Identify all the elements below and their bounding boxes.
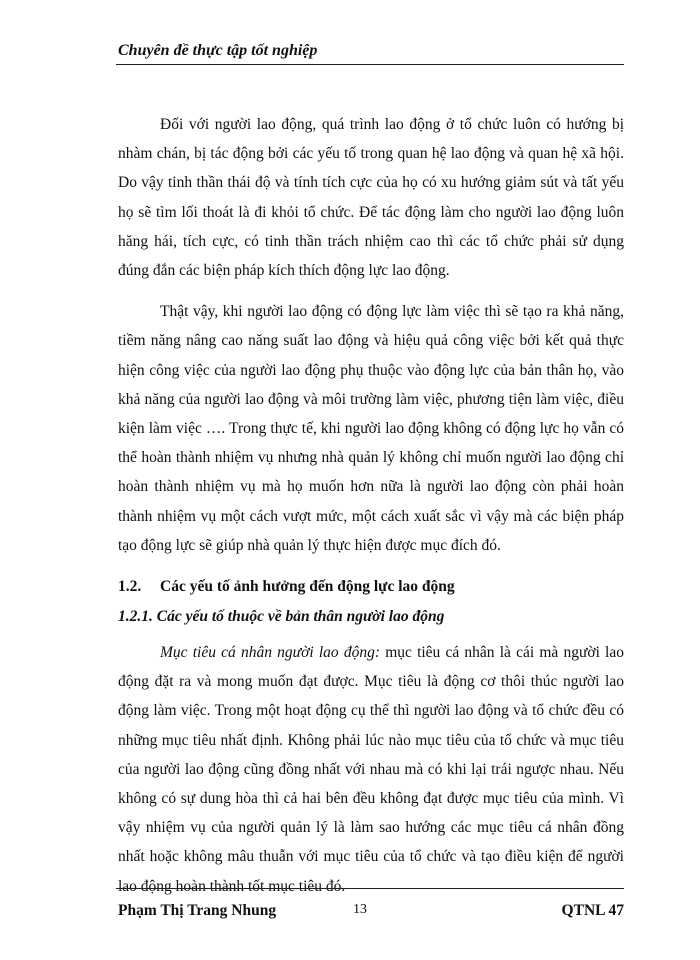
running-header-title: Chuyên đề thực tập tốt nghiệp <box>118 42 318 59</box>
paragraph-text: mục tiêu cá nhân là cái mà người lao động đặt ra và mong muốn đạt được. Mục tiêu là động cơ thôi thúc người lao động làm việc. Trong một hoạt động cụ thể thì người lao động và tổ chức đều có những mục tiêu nhất định. Không phải lúc nào mục tiêu của tổ chức và mục tiêu của người lao động cũng đồng nhất với nhau mà có khi lại trái ngược nhau. Nếu không có sự dung hòa thì cả hai bên đều không đạt được mục tiêu của mình. Vì vậy nhiệm vụ của người quản lý là làm sao hướng các mục tiêu cá nhân đồng nhất hoặc không mâu thuẫn với mục tiêu của tổ chức và tạo điều kiện để người lao động hoàn thành tốt mục tiêu đó. <box>118 644 624 895</box>
footer-author: Phạm Thị Trang Nhung <box>118 902 277 919</box>
subsection-heading: 1.2.1. Các yếu tố thuộc về bản thân người lao động <box>118 608 445 626</box>
section-title: Các yếu tố ảnh hưởng đến động lực lao động <box>160 578 455 596</box>
body-paragraph: Đối với người lao động, quá trình lao động ở tổ chức luôn có hướng bị nhàm chán, bị tác động bởi các yếu tố trong quan hệ lao động và quan hệ xã hội. Do vậy tinh thần thái độ và tính tích cực của họ có xu hướng giảm sút và tất yếu họ sẽ tìm lối thoát là đi khỏi tổ chức. Để tác động làm cho người lao động luôn hăng hái, tích cực, có tinh thần trách nhiệm cao thì các tổ chức phải sử dụng đúng đắn các biện pháp kích thích động lực lao động. <box>118 116 624 280</box>
body-paragraph: Thật vậy, khi người lao động có động lực làm việc thì sẽ tạo ra khả năng, tiềm năng nâng cao năng suất lao động và hiệu quả công việc bởi kết quả thực hiện công việc của người lao động phụ thuộc vào động lực của bản thân họ, vào khả năng của người lao động và môi trường làm việc, phương tiện làm việc, điều kiện làm việc …. Trong thực tế, khi người lao động không có động lực họ vẫn có thể hoàn thành nhiệm vụ nhưng nhà quản lý không chỉ muốn người lao động chỉ hoàn thành nhiệm vụ mà họ muốn hơn nữa là người lao động còn phải hoàn thành nhiệm vụ một cách vượt mức, một cách xuất sắc vì vậy mà các biện pháp tạo động lực sẽ giúp nhà quản lý thực hiện được mục đích đó. <box>118 303 624 554</box>
section-number: 1.2. <box>118 578 142 596</box>
footer-class-code: QTNL 47 <box>561 902 624 919</box>
paragraph-lead-term: Mục tiêu cá nhân người lao động: <box>160 644 381 662</box>
body-paragraph <box>118 638 624 901</box>
page-number: 13 <box>353 902 367 917</box>
header-rule <box>116 64 624 65</box>
section-heading <box>118 572 624 602</box>
footer-rule <box>116 888 624 889</box>
document-body <box>118 110 624 913</box>
